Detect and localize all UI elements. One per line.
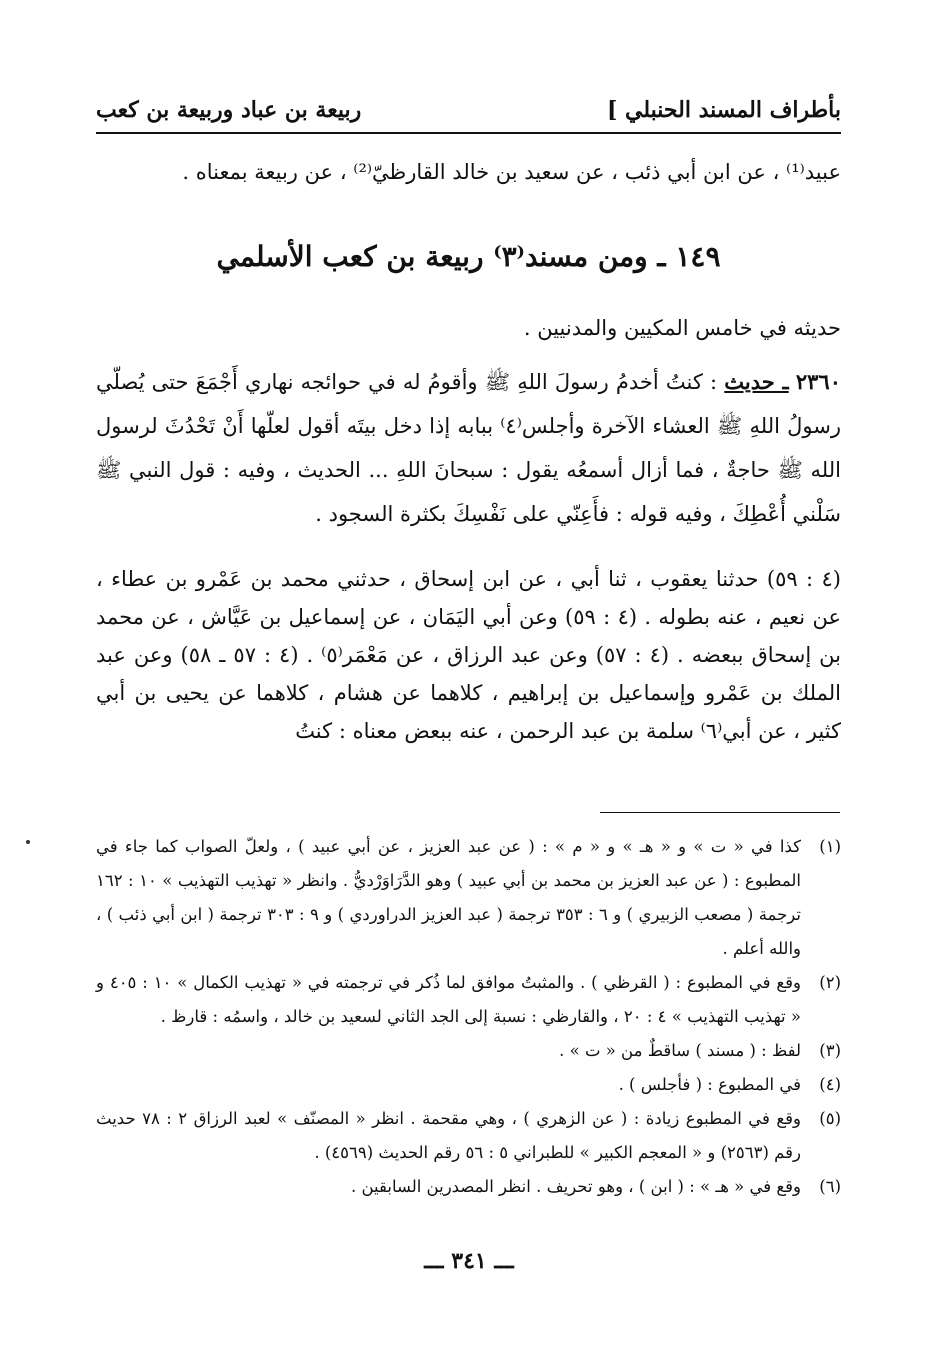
footnote-text: وقع في « هـ » : ( ابن ) ، وهو تحريف . انظر المصدرين السابقين . <box>350 1177 801 1196</box>
section-intro: حديثه في خامس المكيين والمدنيين . <box>523 316 841 340</box>
footnote-separator <box>600 812 840 813</box>
footnote-text: وقع في المطبوع زيادة : ( عن الزهري ) ، وهي مقحمة . انظر « المصنّف » لعبد الرزاق ٢ : ٧٨ حديث رقم (٢٥٦٣) و « المعجم الكبير » للطبراني ٥ : ٥٦ رقم الحديث (٤٥٦٩) . <box>96 1109 801 1162</box>
hadith-paragraph <box>96 360 841 536</box>
footnote-text: كذا في « ت » و « هـ » و « م » : ( عن عبد العزيز ، عن أبي عبيد ) ، ولعلّ الصواب كما جاء في المطبوع : ( عن عبد العزيز بن محمد بن أبي عبيد ) وهو الدَّرَاوَرْديُّ . وانظر « تهذيب التهذيب » ١٠ : ١٦٢ ترجمة ( مصعب الزبيري ) و ٦ : ٣٥٣ ترجمة ( عبد العزيز الدراوردي ) و ٩ : ٣٠٣ ترجمة ( ابن أبي ذئب ) ، والله أعلم . <box>96 837 801 958</box>
footnote-text: في المطبوع : ( فأجلس ) . <box>618 1075 801 1094</box>
hadith-label: ـ حديث <box>724 369 789 394</box>
header-rule <box>96 132 841 134</box>
hadith-text: : كنتُ أخدمُ رسولَ اللهِ ﷺ وأقومُ له في حوائجه نهاري أَجْمَعَ حتى يُصلّي رسولُ اللهِ ﷺ العشاء الآخرة وأجلس⁽٤⁾ ببابه إذا دخل بيتَه أقول لعلّها أَنْ تَحْدُثَ لرسول الله ﷺ حاجةٌ ، فما أزال أسمعُه يقول : سبحانَ اللهِ ... الحديث ، وفيه : قول النبي ﷺ سَلْني أُعْطِكَ ، وفيه قوله : فأَعِنّي على نَفْسِكَ بكثرة السجود . <box>96 370 841 526</box>
footnotes <box>96 830 841 1204</box>
running-header <box>96 90 841 130</box>
footnote-text: وقع في المطبوع : ( القرظي ) . والمثبتُ موافق لما ذُكر في ترجمته في « تهذيب الكمال » ١٠ : ٤٠٥ و « تهذيب التهذيب » ٤ : ٢٠ ، والقارظي : نسبة إلى الجد الثاني لسعيد بن خالد ، واسمُه : قارظ . <box>96 973 801 1026</box>
footnote-number: (٤) <box>819 1075 841 1094</box>
footnote <box>96 830 841 966</box>
intro-line: عبيد⁽¹⁾ ، عن ابن أبي ذئب ، عن سعيد بن خالد القارظيّ⁽²⁾ ، عن ربيعة بمعناه . <box>182 160 841 184</box>
footnote <box>96 1068 841 1102</box>
references-paragraph: (٤ : ٥٩) حدثنا يعقوب ، ثنا أبي ، عن ابن إسحاق ، حدثني محمد بن عَمْرو بن عطاء ، عن نعيم ، عنه بطوله . (٤ : ٥٩) وعن أبي اليَمَان ، عن إسماعيل بن عَيَّاش ، عن محمد بن إسحاق ببعضه . (٤ : ٥٧) وعن عبد الرزاق ، عن مَعْمَر⁽٥⁾ . (٤ : ٥٧ ـ ٥٨) وعن عبد الملك بن عَمْرو وإسماعيل بن إبراهيم ، كلاهما عن هشام ، كلاهما عن يحيى بن أبي كثير ، عن أبي⁽٦⁾ سلمة بن عبد الرحمن ، عنه ببعض معناه : كنتُ <box>96 567 841 743</box>
footnote-number: (٢) <box>819 973 841 992</box>
footnote <box>96 1170 841 1204</box>
page-number: ـــ ٣٤١ ـــ <box>424 1248 514 1274</box>
footnote <box>96 1102 841 1170</box>
footnote-text: لفظ : ( مسند ) ساقطٌ من « ت » . <box>559 1041 801 1060</box>
footnote-number: (٣) <box>819 1041 841 1060</box>
footnote <box>96 966 841 1034</box>
scan-speck <box>26 840 30 844</box>
section-title: ١٤٩ ـ ومن مسند⁽٣⁾ ربيعة بن كعب الأسلمي <box>216 240 721 273</box>
footnote-number: (٥) <box>819 1109 841 1128</box>
footnote-number: (٦) <box>819 1177 841 1196</box>
header-section-title: ربيعة بن عباد وربيعة بن كعب <box>96 97 362 123</box>
hadith-number: ٢٣٦٠ <box>795 369 841 394</box>
footnote <box>96 1034 841 1068</box>
footnote-number: (١) <box>819 837 841 856</box>
header-book-title: بأطراف المسند الحنبلي ] <box>606 97 841 123</box>
